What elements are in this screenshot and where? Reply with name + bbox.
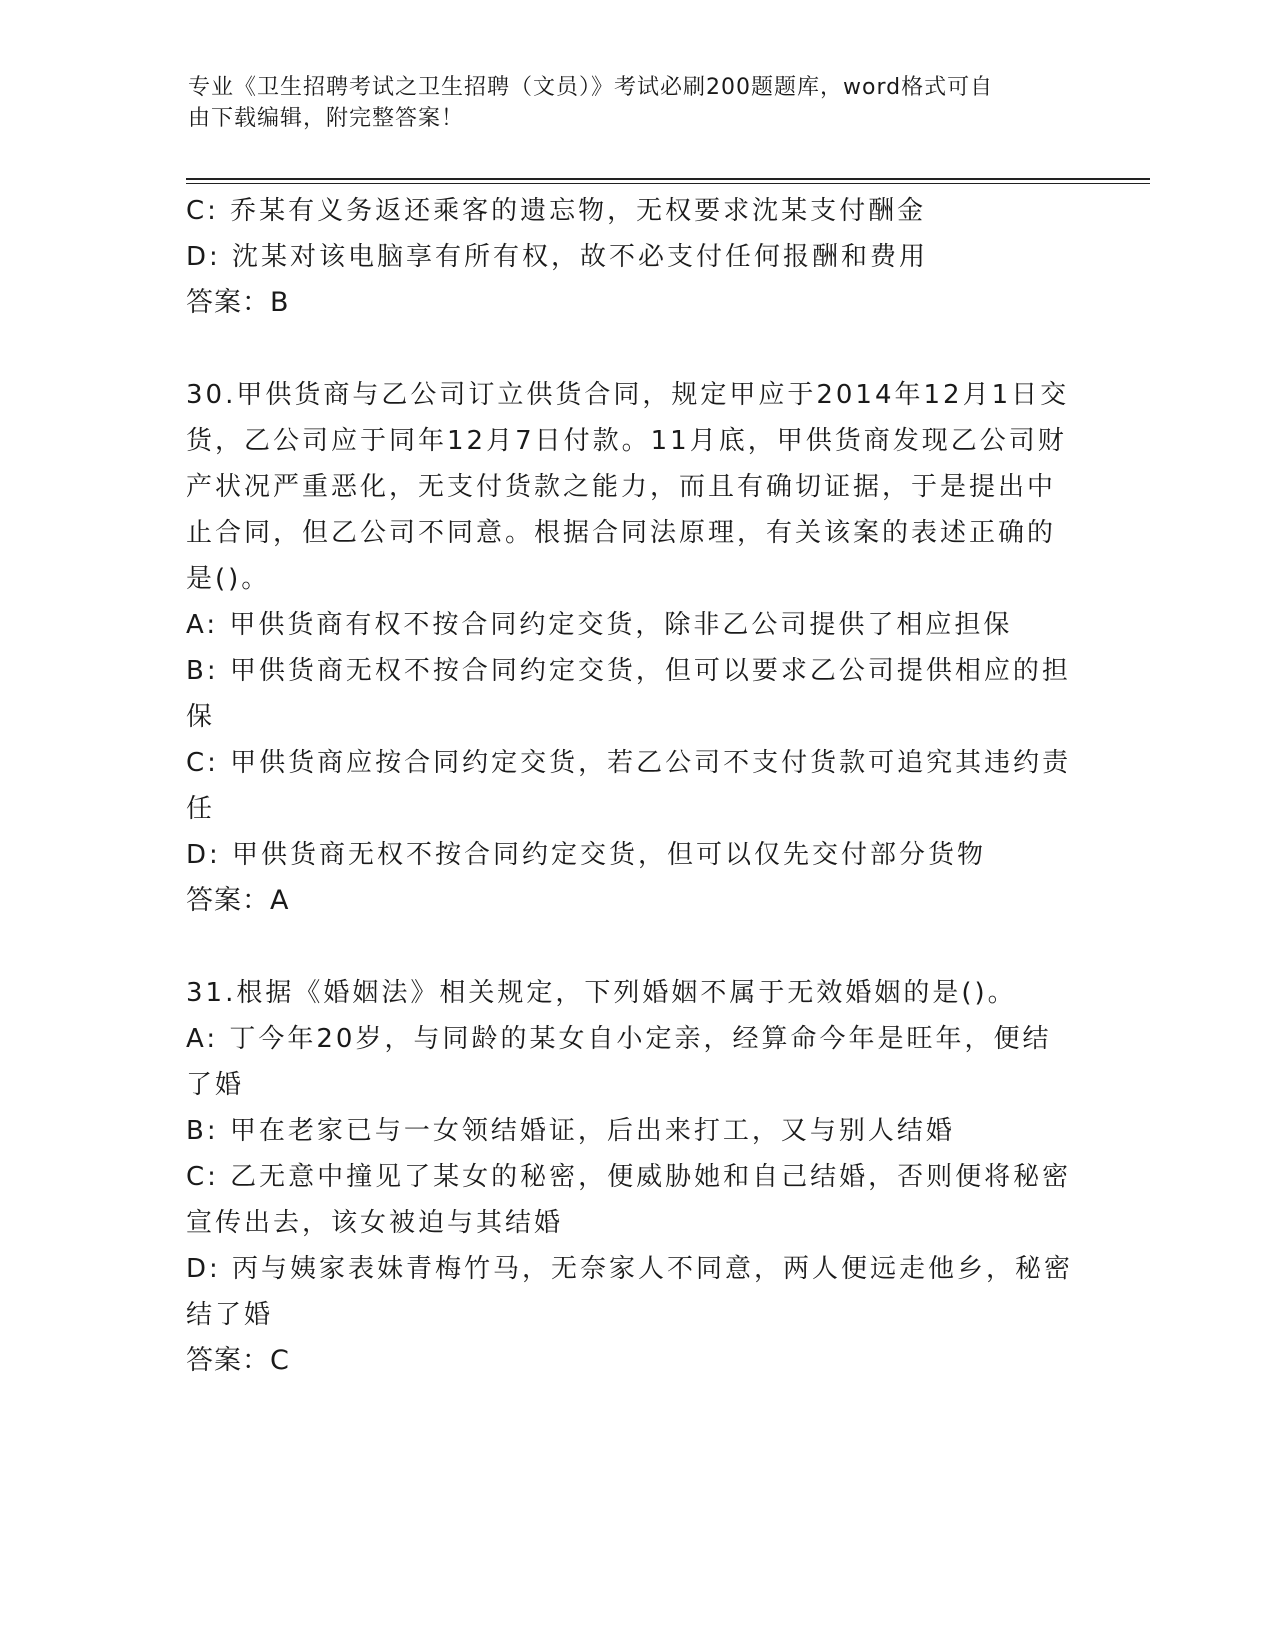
option-b-line: B: 甲供货商无权不按合同约定交货，但可以要求乙公司提供相应的担 bbox=[186, 656, 1071, 686]
question-stem-line: 货，乙公司应于同年12月7日付款。11月底，甲供货商发现乙公司财 bbox=[186, 426, 1067, 456]
option-d-line: D: 丙与姨家表妹青梅竹马，无奈家人不同意，两人便远走他乡，秘密 bbox=[186, 1254, 1074, 1284]
header-line-1: 专业《卫生招聘考试之卫生招聘（文员）》考试必刷200题题库，word格式可自 bbox=[188, 75, 994, 100]
option-b-line: 保 bbox=[186, 702, 216, 732]
question-30 bbox=[186, 372, 1086, 924]
question-stem-line: 31.根据《婚姻法》相关规定，下列婚姻不属于无效婚姻的是()。 bbox=[186, 978, 1017, 1008]
question-gap bbox=[186, 326, 1086, 372]
option-d: D: 甲供货商无权不按合同约定交货，但可以仅先交付部分货物 bbox=[186, 840, 987, 870]
question-29-tail bbox=[186, 188, 1086, 326]
answer-label: 答案：B bbox=[186, 287, 290, 318]
option-d: D: 沈某对该电脑享有所有权，故不必支付任何报酬和费用 bbox=[186, 242, 929, 272]
option-c-line: C: 乙无意中撞见了某女的秘密，便威胁她和自己结婚，否则便将秘密 bbox=[186, 1162, 1072, 1192]
option-a-line: A: 丁今年20岁，与同龄的某女自小定亲，经算命今年是旺年，便结 bbox=[186, 1024, 1052, 1054]
option-d-line: 结了婚 bbox=[186, 1300, 274, 1330]
answer-label: 答案：C bbox=[186, 1345, 290, 1376]
option-c-line: 任 bbox=[186, 794, 216, 824]
option-a-line: 了婚 bbox=[186, 1070, 245, 1100]
question-stem-line: 产状况严重恶化，无支付货款之能力，而且有确切证据，于是提出中 bbox=[186, 472, 1057, 502]
header-divider-thick bbox=[186, 178, 1150, 180]
answer-label: 答案：A bbox=[186, 885, 290, 916]
question-gap bbox=[186, 924, 1086, 970]
header-line-2: 由下载编辑，附完整答案！ bbox=[188, 106, 465, 131]
question-content bbox=[186, 188, 1086, 1384]
option-b: B: 甲在老家已与一女领结婚证，后出来打工，又与别人结婚 bbox=[186, 1116, 955, 1146]
document-header bbox=[188, 72, 1088, 134]
option-a: A: 甲供货商有权不按合同约定交货，除非乙公司提供了相应担保 bbox=[186, 610, 1013, 640]
question-31 bbox=[186, 970, 1086, 1384]
question-stem-line: 止合同，但乙公司不同意。根据合同法原理，有关该案的表述正确的 bbox=[186, 518, 1057, 548]
question-stem-line: 30.甲供货商与乙公司订立供货合同，规定甲应于2014年12月1日交 bbox=[186, 380, 1070, 410]
header-divider-thin bbox=[186, 183, 1150, 184]
option-c-line: 宣传出去，该女被迫与其结婚 bbox=[186, 1208, 564, 1238]
option-c-line: C: 甲供货商应按合同约定交货，若乙公司不支付货款可追究其违约责 bbox=[186, 748, 1072, 778]
question-stem-line: 是()。 bbox=[186, 564, 271, 594]
option-c: C: 乔某有义务返还乘客的遗忘物，无权要求沈某支付酬金 bbox=[186, 196, 927, 226]
